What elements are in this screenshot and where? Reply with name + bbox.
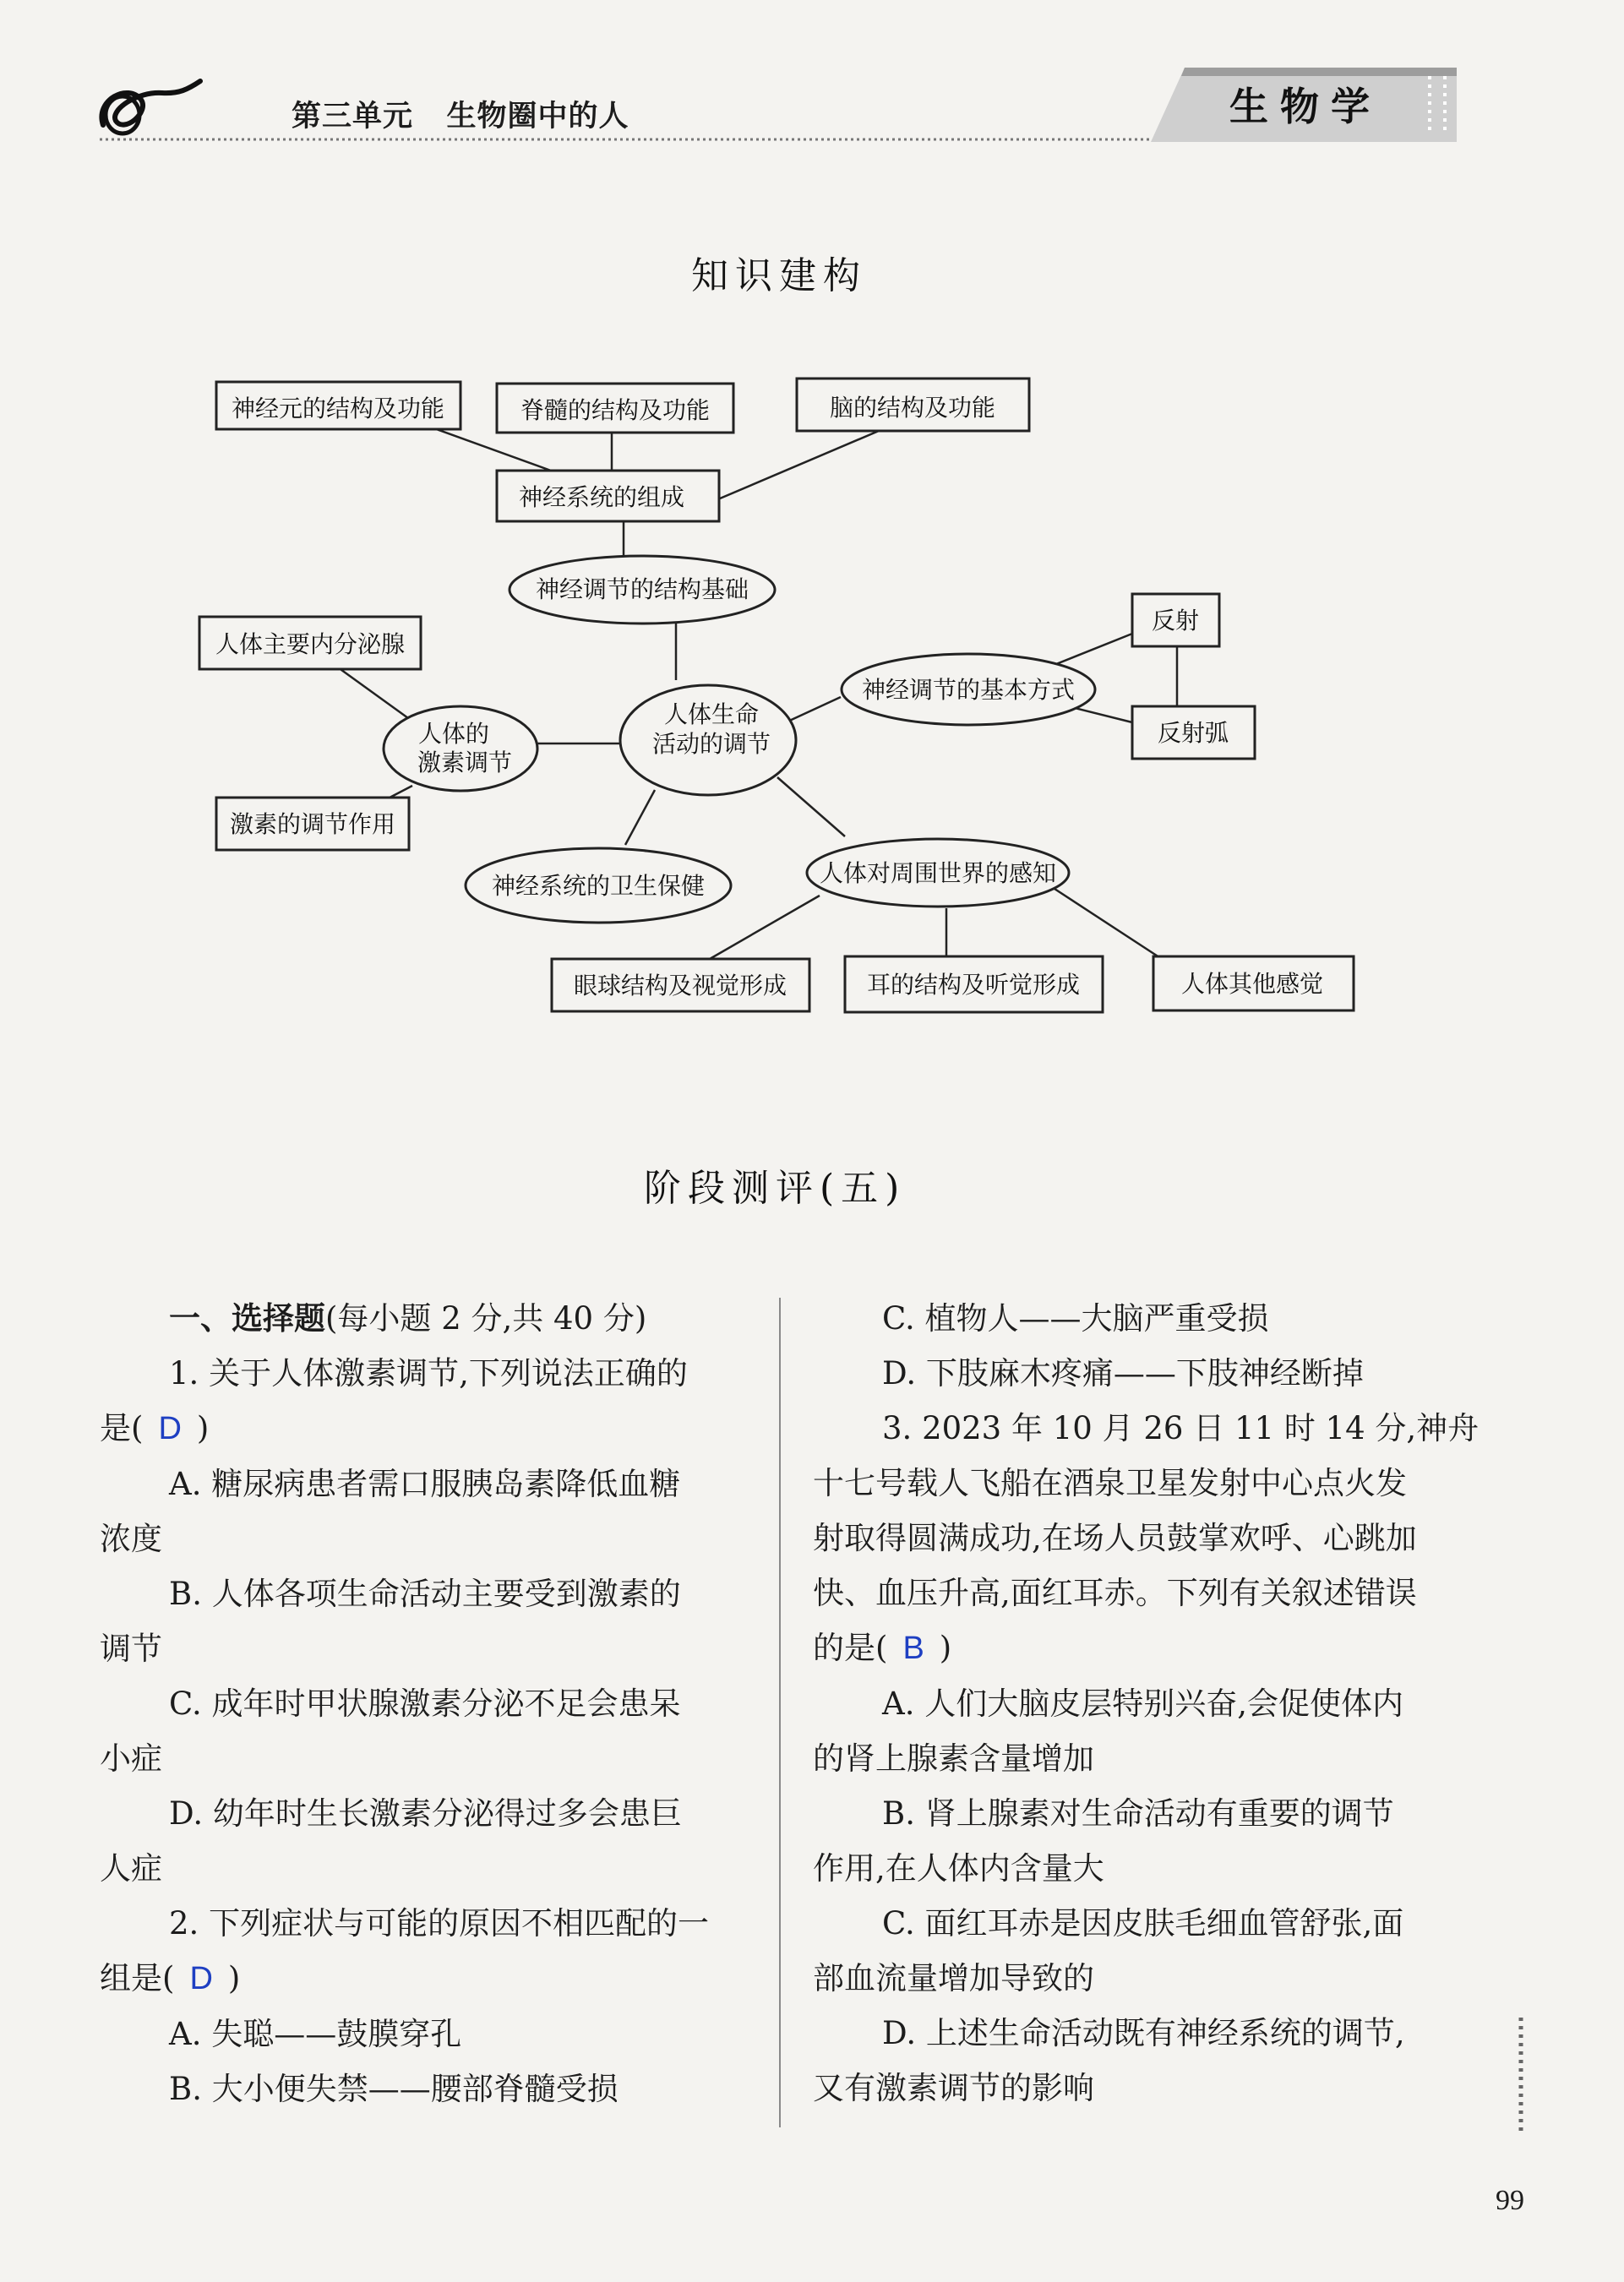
q2-stem-line-1: 2. 下列症状与可能的原因不相匹配的一 [169,1905,710,1942]
q2-option-c: C. 植物人——大脑严重受损 [882,1300,1269,1337]
q1-option-c: C. 成年时甲状腺激素分泌不足会患呆 [169,1686,681,1722]
question-column-right [813,1291,1480,2116]
q3-stem-line-1: 3. 2023 年 10 月 26 日 11 时 14 分,神舟 [882,1410,1480,1446]
node-hygiene-label: 神经系统的卫生保健 [491,872,706,900]
node-endocrine-glands-label: 人体主要内分泌腺 [215,630,406,658]
q1-option-a-cont: 浓度 [100,1521,162,1557]
node-brain-label: 脑的结构及功能 [829,394,996,422]
node-nervous-system-composition-label: 神经系统的组成 [518,483,685,511]
node-ear-label: 耳的结构及听觉形成 [866,971,1081,999]
q3-option-b-cont: 作用,在人体内含量大 [813,1850,1104,1887]
q3-answer: B [902,1631,924,1666]
subject-label: 生物学 [1229,84,1381,129]
q3-stem-line-3: 射取得圆满成功,在场人员鼓掌欢呼、心跳加 [813,1520,1417,1556]
q3-option-c: C. 面红耳赤是因皮肤毛细血管舒张,面 [882,1905,1404,1942]
q3-option-a: A. 人们大脑皮层特别兴奋,会促使体内 [882,1686,1404,1722]
q1-option-b-cont: 调节 [100,1631,162,1667]
q3-stem-prefix: 的是( [813,1630,888,1666]
q3-option-c-cont: 部血流量增加导致的 [813,1960,1094,1996]
node-structural-basis-label: 神经调节的结构基础 [535,575,749,603]
test-title: 阶段测评(五) [644,1167,907,1210]
q3-option-a-cont: 的肾上腺素含量增加 [813,1740,1094,1777]
node-spinal-cord-label: 脊髓的结构及功能 [520,396,711,424]
node-hormone-role-label: 激素的调节作用 [229,810,396,838]
q3-option-b: B. 肾上腺素对生命活动有重要的调节 [882,1795,1394,1832]
q3-stem-line-4: 快、血压升高,面红耳赤。下列有关叙述错误 [813,1575,1417,1611]
side-dotted-rule [1518,2018,1524,2136]
node-reflex-label: 反射 [1151,607,1200,634]
q2-stem-prefix: 组是( [100,1960,175,1996]
unit-title: 第三单元 生物圈中的人 [292,100,629,133]
node-center-label-1: 人体生命 [663,700,760,728]
node-hormone-regulation-label-1: 人体的 [417,720,490,748]
q2-stem-suffix: ) [227,1960,241,1996]
q1-stem-suffix: ) [196,1410,210,1446]
q2-option-a: A. 失聪——鼓膜穿孔 [169,2016,462,2052]
q1-option-a: A. 糖尿病患者需口服胰岛素降低血糖 [169,1466,681,1502]
node-reflex-arc-label: 反射弧 [1157,719,1229,747]
node-perception-label: 人体对周围世界的感知 [819,859,1057,887]
q2-answer: D [189,1961,213,1996]
q1-answer: D [158,1411,182,1446]
q1-stem-line-1: 1. 关于人体激素调节,下列说法正确的 [169,1355,688,1392]
question-column-left [100,1291,749,2116]
q2-option-b: B. 大小便失禁——腰部脊髓受损 [169,2071,619,2107]
q1-stem-prefix: 是( [100,1410,144,1446]
knowledge-map-title: 知识建构 [691,254,867,297]
q2-option-d: D. 下肢麻木疼痛——下肢神经断掉 [882,1355,1364,1392]
column-divider [779,1298,781,2127]
section-heading: 一、选择题 [169,1300,325,1337]
section-note: (每小题 2 分,共 40 分) [325,1300,647,1337]
node-neuron-label: 神经元的结构及功能 [231,395,445,422]
q1-option-d: D. 幼年时生长激素分泌得过多会患巨 [169,1795,682,1832]
q1-option-b: B. 人体各项生命活动主要受到激素的 [169,1576,681,1612]
node-hormone-regulation-label-2: 激素调节 [417,749,513,776]
q3-option-d-cont: 又有激素调节的影响 [813,2070,1094,2106]
node-other-senses-label: 人体其他感觉 [1180,970,1324,998]
node-center-label-2: 活动的调节 [651,730,771,758]
q1-option-c-cont: 小症 [100,1740,162,1777]
q3-option-d: D. 上述生命活动既有神经系统的调节, [882,2015,1405,2051]
q1-option-d-cont: 人症 [100,1850,162,1887]
node-eye-label: 眼球结构及视觉形成 [573,972,787,999]
q3-stem-line-2: 十七号载人飞船在酒泉卫星发射中心点火发 [813,1465,1407,1501]
node-basic-mode-label: 神经调节的基本方式 [861,676,1076,704]
q3-stem-suffix: ) [939,1630,952,1666]
page-number: 99 [1496,2185,1524,2216]
